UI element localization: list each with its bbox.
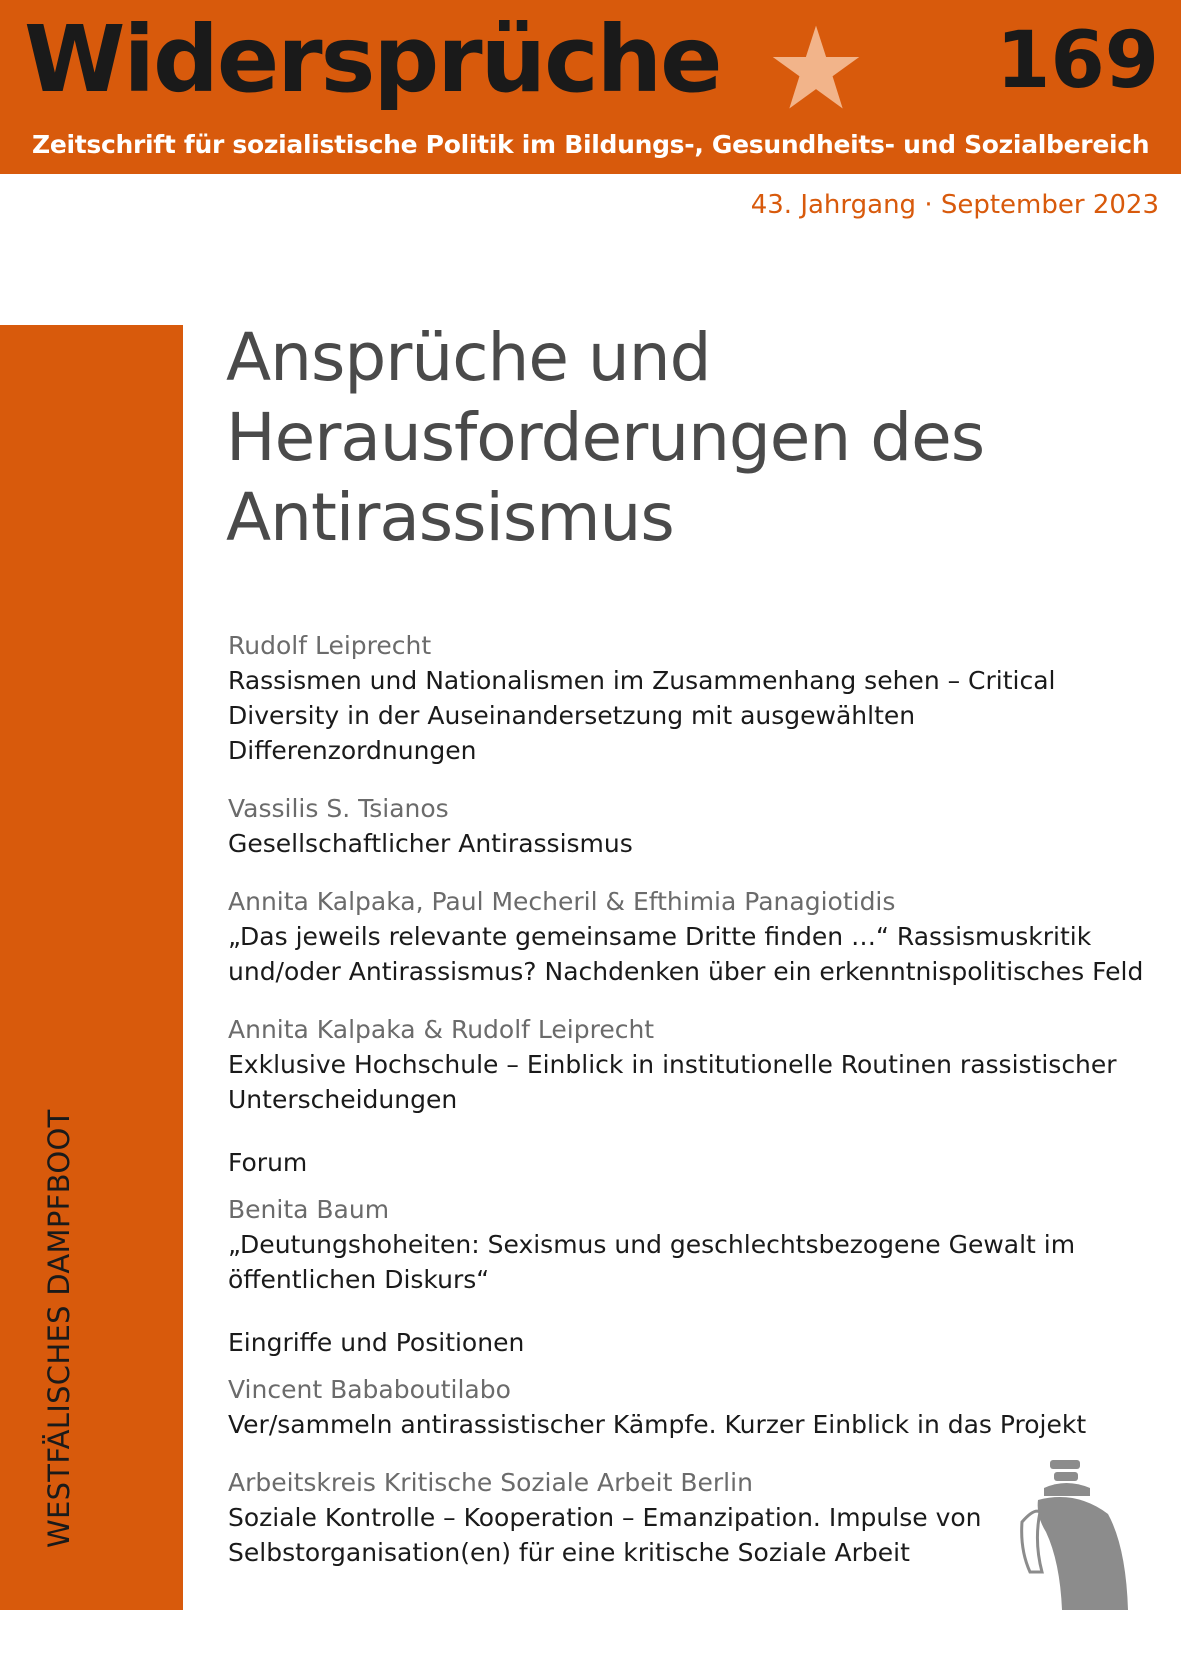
- journal-subtitle: Zeitschrift für sozialistische Politik im Bildungs-, Gesundheits- und Sozialbereich: [32, 130, 1150, 159]
- toc-author: Annita Kalpaka & Rudolf Leiprecht: [228, 1015, 655, 1044]
- issue-number: 169: [996, 16, 1159, 106]
- toc-entry: [228, 791, 1148, 861]
- publisher-name: WESTFÄLISCHES DAMPFBOOT: [42, 1109, 76, 1548]
- steamship-logo-icon: [1015, 1452, 1137, 1612]
- toc-entry: [228, 1012, 1148, 1117]
- toc-entry: [228, 1192, 1148, 1297]
- toc-entry: [228, 628, 1148, 768]
- toc-title: Ver/sammeln antirassistischer Kämpfe. Kurzer Einblick in das Projekt: [228, 1410, 1087, 1439]
- toc-author: Annita Kalpaka, Paul Mecheril & Efthimia Panagiotidis: [228, 887, 896, 916]
- toc-author: Benita Baum: [228, 1195, 390, 1224]
- toc-title: „Deutungshoheiten: Sexismus und geschlechtsbezogene Gewalt im öffentlichen Diskurs“: [228, 1230, 1076, 1294]
- toc-title: „Das jeweils relevante gemeinsame Dritte finden …“ Rassismuskritik und/oder Antirassismus? Nachdenken über ein erkenntnispolitisches Feld: [228, 922, 1144, 986]
- section-label-forum: Forum: [228, 1148, 308, 1177]
- toc-author: Arbeitskreis Kritische Soziale Arbeit Berlin: [228, 1468, 753, 1497]
- toc-title: Soziale Kontrolle – Kooperation – Emanzipation. Impulse von Selbstorganisation(en) für eine kritische Soziale Arbeit: [228, 1503, 982, 1567]
- toc-entry: [228, 884, 1148, 989]
- toc-author: Vincent Bababoutilabo: [228, 1375, 511, 1404]
- toc-entry: [228, 1465, 1148, 1570]
- toc-entry: [228, 1372, 1148, 1442]
- issue-headline: Ansprüche und Herausforderungen des Antirassismus: [226, 319, 985, 556]
- toc-title: Exklusive Hochschule – Einblick in institutionelle Routinen rassistischer Unterscheidungen: [228, 1050, 1117, 1114]
- side-band: [0, 325, 183, 1610]
- toc-author: Rudolf Leiprecht: [228, 631, 432, 660]
- section-label-positions: Eingriffe und Positionen: [228, 1328, 525, 1357]
- volume-date: 43. Jahrgang · September 2023: [750, 190, 1159, 220]
- star-icon: [770, 22, 862, 114]
- masthead-title: Widersprüche: [24, 6, 721, 113]
- table-of-contents: [228, 628, 1148, 1593]
- header-band: [0, 0, 1181, 174]
- toc-title: Rassismen und Nationalismen im Zusammenhang sehen – Critical Diversity in der Auseinandersetzung mit ausgewählten Differenzordnungen: [228, 666, 1056, 765]
- toc-author: Vassilis S. Tsianos: [228, 794, 449, 823]
- toc-title: Gesellschaftlicher Antirassismus: [228, 829, 633, 858]
